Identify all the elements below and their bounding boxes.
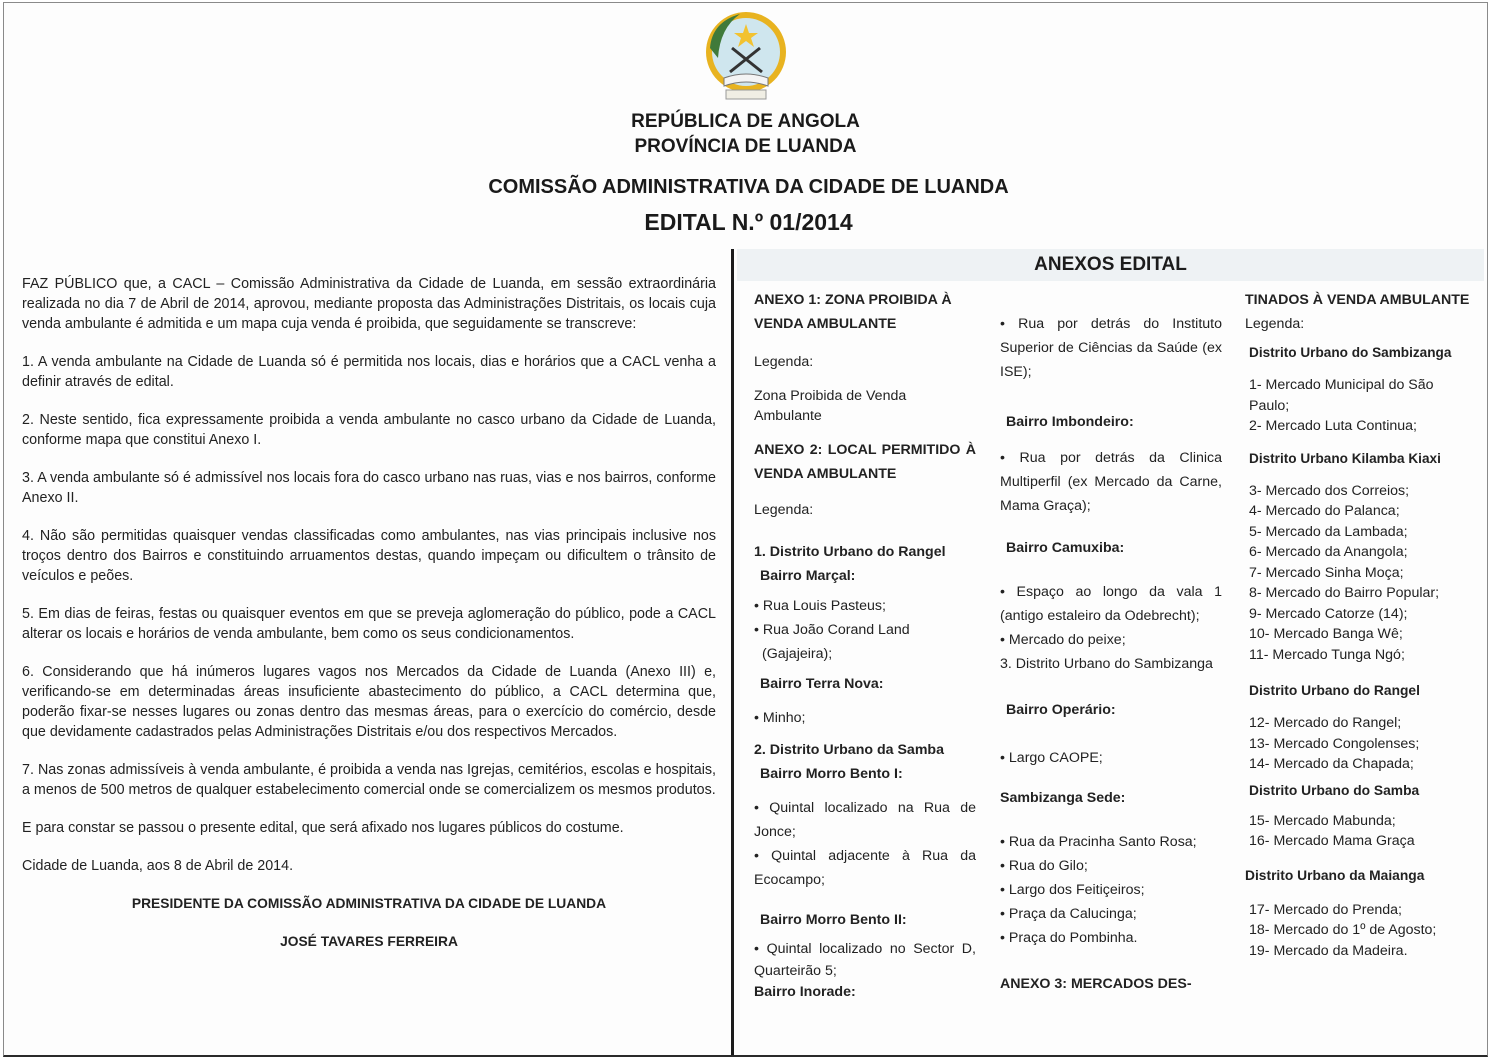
signature-name: JOSÉ TAVARES FERREIRA [280,934,458,949]
camuxiba-item-1: • Espaço ao longo da vala 1 (antigo estaleiro da Odebrecht); [1000,584,1222,624]
market-group-rangel [1245,713,1470,775]
clause-7: 7. Nas zonas admissíveis à venda ambulante, é proibida a venda nas Igrejas, cemitérios, escolas e hospitais, a menos de 500 metros de qualquer estabelecimento comercial onde se comercializem os mesmos produtos. [22,762,716,798]
date-line: Cidade de Luanda, aos 8 de Abril de 2014. [22,858,294,874]
market-item: 7- Mercado Sinha Moça; [1249,564,1404,581]
sede-item-4: • Praça da Calucinga; [1000,906,1137,922]
morro2-item-1: • Quintal localizado no Sector D, Quarteirão 5; [754,941,976,979]
bairro-marcal: Bairro Marçal: [760,568,856,584]
district-rangel: 1. Distrito Urbano do Rangel [754,544,946,560]
clause-6: 6. Considerando que há inúmeros lugares vagos nos Mercados da Cidade de Luanda (Anexo III) e, verificando-se em determinadas áreas insuficiente abastecimento do público, a CACL determina que, poderão fixar-se nesses lugares ou zonas dentro das mesmas áreas, para o exercício do comércio, desde que devidamente cadastrados pelas Administrações Distritais e/ou dos respectivos Mercados. [22,664,716,740]
clause-2: 2. Neste sentido, fica expressamente proibida a venda ambulante no casco urbano da Cidade de Luanda, conforme mapa que constitui Anexo I. [22,412,716,448]
market-district-kilamba-kiaxi: Distrito Urbano Kilamba Kiaxi [1249,450,1441,466]
market-item: 12- Mercado do Rangel; [1249,715,1402,731]
header-commission: COMISSÃO ADMINISTRATIVA DA CIDADE DE LUANDA [488,176,1009,198]
signature-title: PRESIDENTE DA COMISSÃO ADMINISTRATIVA DA CIDADE DE LUANDA [131,896,607,911]
market-item: 14- Mercado da Chapada; [1249,756,1414,772]
market-item: 13- Mercado Congolenses; [1249,735,1420,752]
terra-nova-item-1: • Minho; [754,710,806,726]
inorade-item-1: • Rua por detrás do Instituto Superior de Ciências da Saúde (ex ISE); [1000,316,1222,380]
imbondeiro-item-1: • Rua por detrás da Clinica Multiperfil (ex Mercado da Carne, Mama Graça); [1000,450,1222,514]
market-item: 16- Mercado Mama Graça [1249,833,1415,849]
district-samba: 2. Distrito Urbano da Samba [754,742,944,758]
clause-3: 3. A venda ambulante só é admissível nos locais fora do casco urbano nas ruas, vias e nos bairros, conforme Anexo II. [22,470,716,506]
bairro-morro-bento-1: Bairro Morro Bento I: [760,766,903,782]
annex-column-3 [1245,288,1470,961]
sede-item-5: • Praça do Pombinha. [1000,930,1138,946]
market-item: 6- Mercado da Anangola; [1249,544,1408,560]
bairro-terra-nova: Bairro Terra Nova: [760,676,884,692]
morro1-item-1: • Quintal localizado na Rua de Jonce; [754,800,976,840]
bairro-imbondeiro: Bairro Imbondeiro: [1006,414,1134,430]
market-item: 10- Mercado Banga Wê; [1249,626,1403,642]
bairro-morro-bento-2: Bairro Morro Bento II: [760,912,907,928]
market-group-kilamba-kiaxi [1245,481,1470,666]
annex-column-1 [754,288,976,1002]
annex3-title-part2: TINADOS À VENDA AMBULANTE [1245,292,1470,308]
market-district-rangel: Distrito Urbano do Rangel [1249,683,1420,698]
clause-5: 5. Em dias de feiras, festas ou quaisquer eventos em que se preveja aglomeração do público, pode a CACL alterar os locais e horários de venda ambulante, bem como os seus condicionamentos. [22,606,716,642]
market-item: 3- Mercado dos Correios; [1249,482,1410,499]
clause-1: 1. A venda ambulante na Cidade de Luanda só é permitida nos locais, dias e horários que a CACL venha a definir através de edital. [22,354,716,390]
edital-body [22,274,716,970]
annex1-title-text: ANEXO 1: ZONA PROIBIDA À VENDA AMBULANTE [754,292,952,332]
annex1-legend-item: Zona Proibida de Venda Ambulante [754,388,907,424]
annex-column-2 [1000,312,1222,996]
column-divider [731,249,734,1055]
sambizanga-sede: Sambizanga Sede: [1000,790,1126,806]
annex3-title-part1: ANEXO 3: MERCADOS DES- [1000,976,1192,992]
marcal-item-2: • Rua João Corand Land (Gajajeira); [754,622,910,662]
market-item: 19- Mercado da Madeira. [1249,942,1408,959]
marcal-item-1: • Rua Louis Pasteus; [754,598,886,614]
market-district-sambizanga: Distrito Urbano do Sambizanga [1249,345,1452,360]
bairro-camuxiba: Bairro Camuxiba: [1006,540,1125,556]
sede-item-2: • Rua do Gilo; [1000,858,1088,874]
market-group-sambizanga [1245,375,1470,437]
angola-coat-of-arms-icon [700,8,792,108]
bairro-operario: Bairro Operário: [1006,702,1116,718]
market-item: 2- Mercado Luta Continua; [1249,418,1417,434]
annex1-legend: Legenda: [754,354,814,370]
market-group-maianga [1245,900,1470,962]
intro-paragraph: FAZ PÚBLICO que, a CACL – Comissão Administrativa da Cidade de Luanda, em sessão extraordinária realizada no dia 7 de Abril de 2014, aprovou, mediante proposta das Administrações Distritais, os locais cuja venda ambulante é admitida e um mapa cuja venda é proibida, que seguidamente se transcreve: [22,276,716,332]
market-item: 18- Mercado do 1º de Agosto; [1249,922,1437,938]
market-item: 9- Mercado Catorze (14); [1249,605,1408,622]
sede-item-1: • Rua da Pracinha Santo Rosa; [1000,834,1197,850]
market-item: 15- Mercado Mabunda; [1249,812,1396,829]
annex2-title: ANEXO 2: LOCAL PERMITIDO À VENDA AMBULANTE [754,442,976,482]
header-republic: REPÚBLICA DE ANGOLA [631,111,860,132]
market-item: 11- Mercado Tunga Ngó; [1249,646,1405,663]
edital-number: EDITAL N.º 01/2014 [644,209,853,235]
operario-item-1: • Largo CAOPE; [1000,750,1103,766]
camuxiba-item-2: • Mercado do peixe; [1000,632,1126,648]
market-item: 5- Mercado da Lambada; [1249,523,1408,540]
annex3-legend: Legenda: [1245,316,1305,332]
sede-item-3: • Largo dos Feitiçeiros; [1000,882,1145,898]
market-group-samba [1245,811,1470,852]
market-item: 8- Mercado do Bairro Popular; [1249,585,1440,601]
market-district-maianga: Distrito Urbano da Maianga [1245,867,1425,883]
annexes-title: ANEXOS EDITAL [737,249,1484,281]
clause-4: 4. Não são permitidas quaisquer vendas classificadas como ambulantes, nas vias principais inclusive nos troços dentro dos Bairros e constituindo arruamentos destas, quando impeçam ou dificultem o trânsito de veículos e peões. [22,528,716,584]
morro1-item-2: • Quintal adjacente à Rua da Ecocampo; [754,848,976,888]
header-province: PROVÍNCIA DE LUANDA [634,136,857,157]
annex2-legend: Legenda: [754,502,814,518]
bairro-inorade: Bairro Inorade: [754,984,856,1000]
closing-paragraph: E para constar se passou o presente edital, que será afixado nos lugares públicos do costume. [22,820,624,836]
annex1-title [754,288,976,336]
market-item: 17- Mercado do Prenda; [1249,901,1403,918]
market-item: 4- Mercado do Palanca; [1249,503,1400,519]
market-item: 1- Mercado Municipal do São Paulo; [1249,377,1434,414]
district-sambizanga: 3. Distrito Urbano do Sambizanga [1000,656,1213,672]
market-district-samba: Distrito Urbano do Samba [1249,782,1420,798]
